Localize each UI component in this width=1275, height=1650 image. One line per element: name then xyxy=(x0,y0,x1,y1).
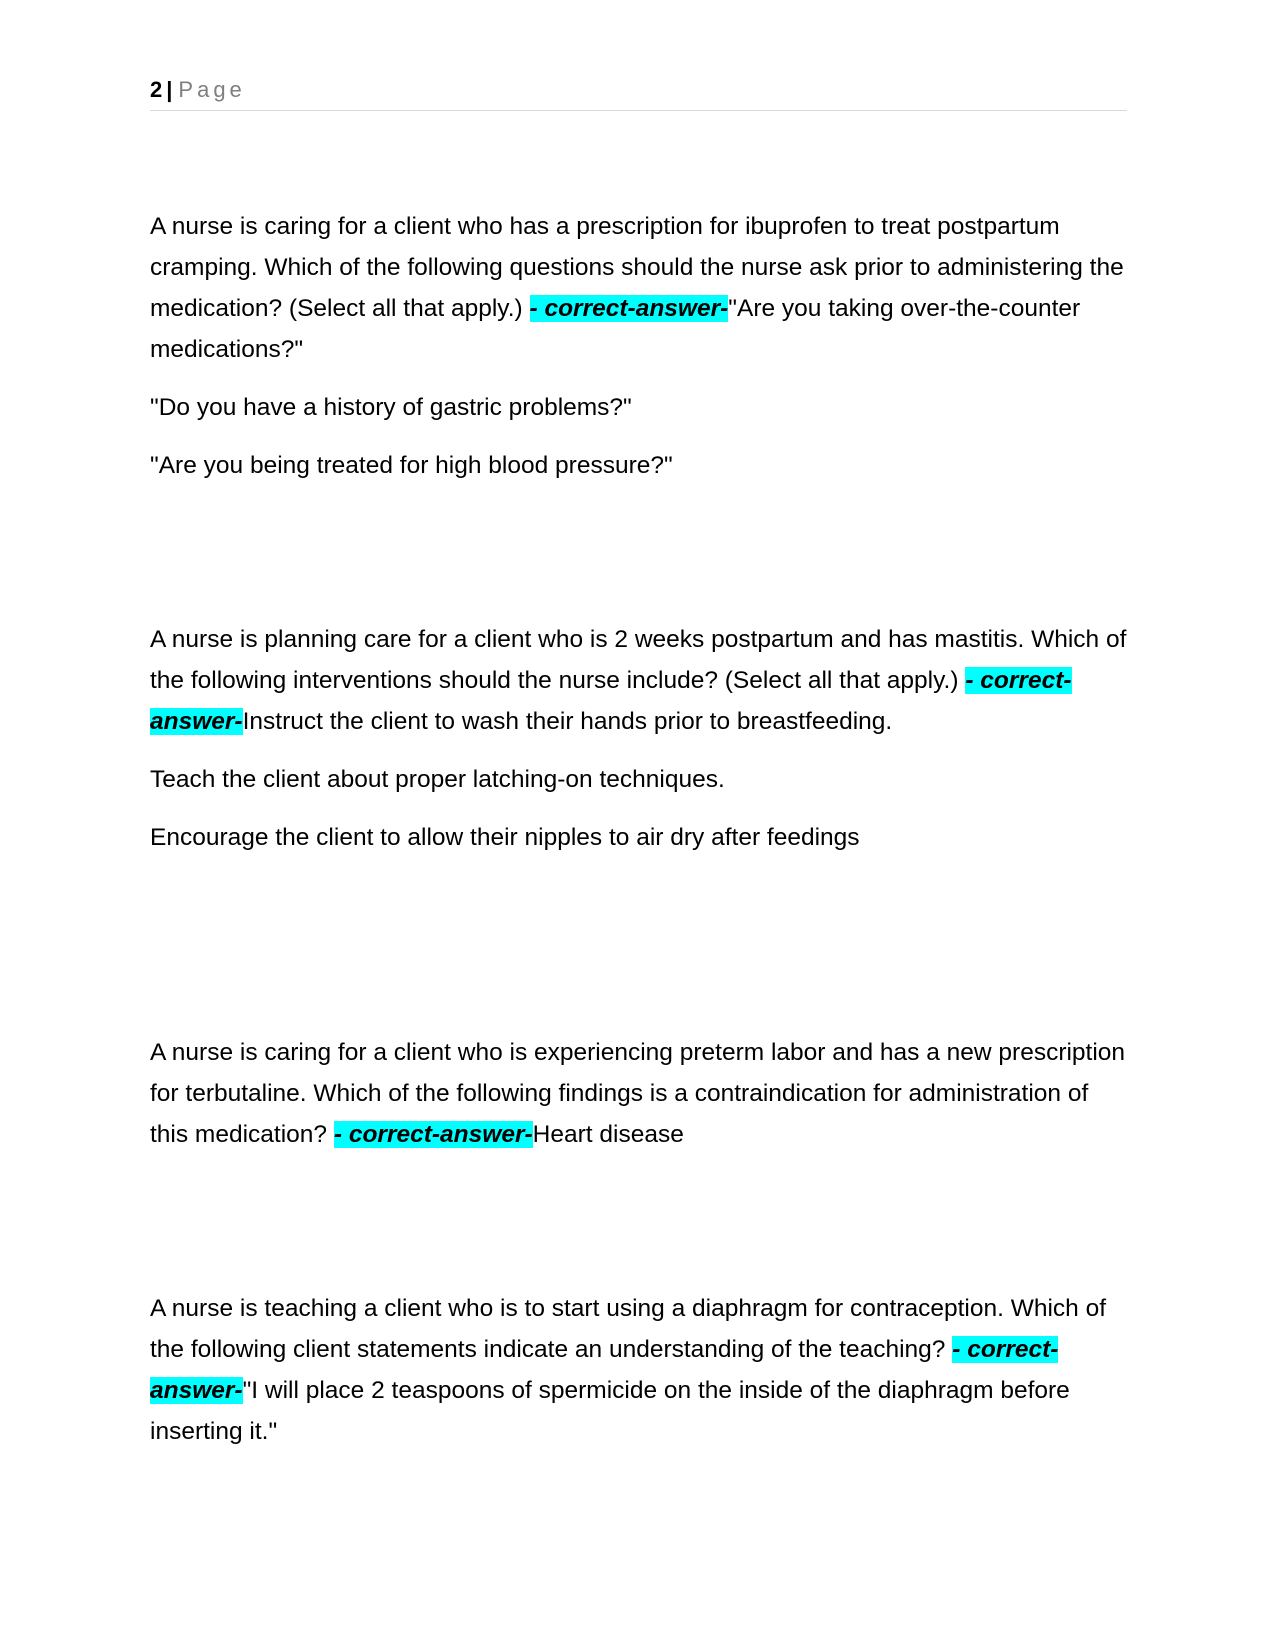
header-separator: | xyxy=(166,77,173,102)
answer-text: "I will place 2 teaspoons of spermicide on the inside of the diaphragm before inserting it." xyxy=(150,1377,1070,1445)
correct-answer-tag: - correct-answer- xyxy=(333,1121,533,1148)
question-block-1 xyxy=(150,206,1130,486)
correct-answer-tag: - correct-answer- xyxy=(529,295,729,322)
additional-answer: Encourage the client to allow their nipples to air dry after feedings xyxy=(150,824,860,851)
correct-answer-tag: - correct-answer- xyxy=(150,667,1072,735)
answer-text: Heart disease xyxy=(532,1121,684,1148)
page-header xyxy=(150,76,1127,111)
question-block-4 xyxy=(150,1288,1130,1452)
question-text: A nurse is caring for a client who has a prescription for ibuprofen to treat postpartum cramping. Which of the following questions should the nurse ask prior to administering the medication? (Select all that apply.) xyxy=(150,213,1124,322)
answer-text: Instruct the client to wash their hands prior to breastfeeding. xyxy=(242,708,893,735)
additional-answer: "Do you have a history of gastric problems?" xyxy=(150,394,632,421)
page-label: Page xyxy=(178,77,246,102)
question-text: A nurse is teaching a client who is to start using a diaphragm for contraception. Which of the following client statements indicate an understanding of the teaching? xyxy=(150,1295,1107,1363)
question-paragraph xyxy=(150,1288,1130,1452)
question-text: A nurse is caring for a client who is experiencing preterm labor and has a new prescription for terbutaline. Which of the following findings is a contraindication for administration of this medication? xyxy=(150,1039,1126,1148)
question-paragraph xyxy=(150,1032,1130,1155)
question-paragraph xyxy=(150,619,1130,742)
question-block-3 xyxy=(150,1032,1130,1155)
correct-answer-tag: - correct-answer- xyxy=(150,1336,1059,1404)
question-block-2 xyxy=(150,619,1130,858)
answer-text: "Are you taking over-the-counter medications?" xyxy=(150,295,1081,363)
page-number: 2 xyxy=(150,77,163,102)
question-paragraph xyxy=(150,206,1130,370)
additional-answer: Teach the client about proper latching-on techniques. xyxy=(150,766,725,793)
additional-answer: "Are you being treated for high blood pressure?" xyxy=(150,452,673,479)
question-text: A nurse is planning care for a client who is 2 weeks postpartum and has mastitis. Which of the following interventions should the nurse include? (Select all that apply.) xyxy=(150,626,1127,694)
